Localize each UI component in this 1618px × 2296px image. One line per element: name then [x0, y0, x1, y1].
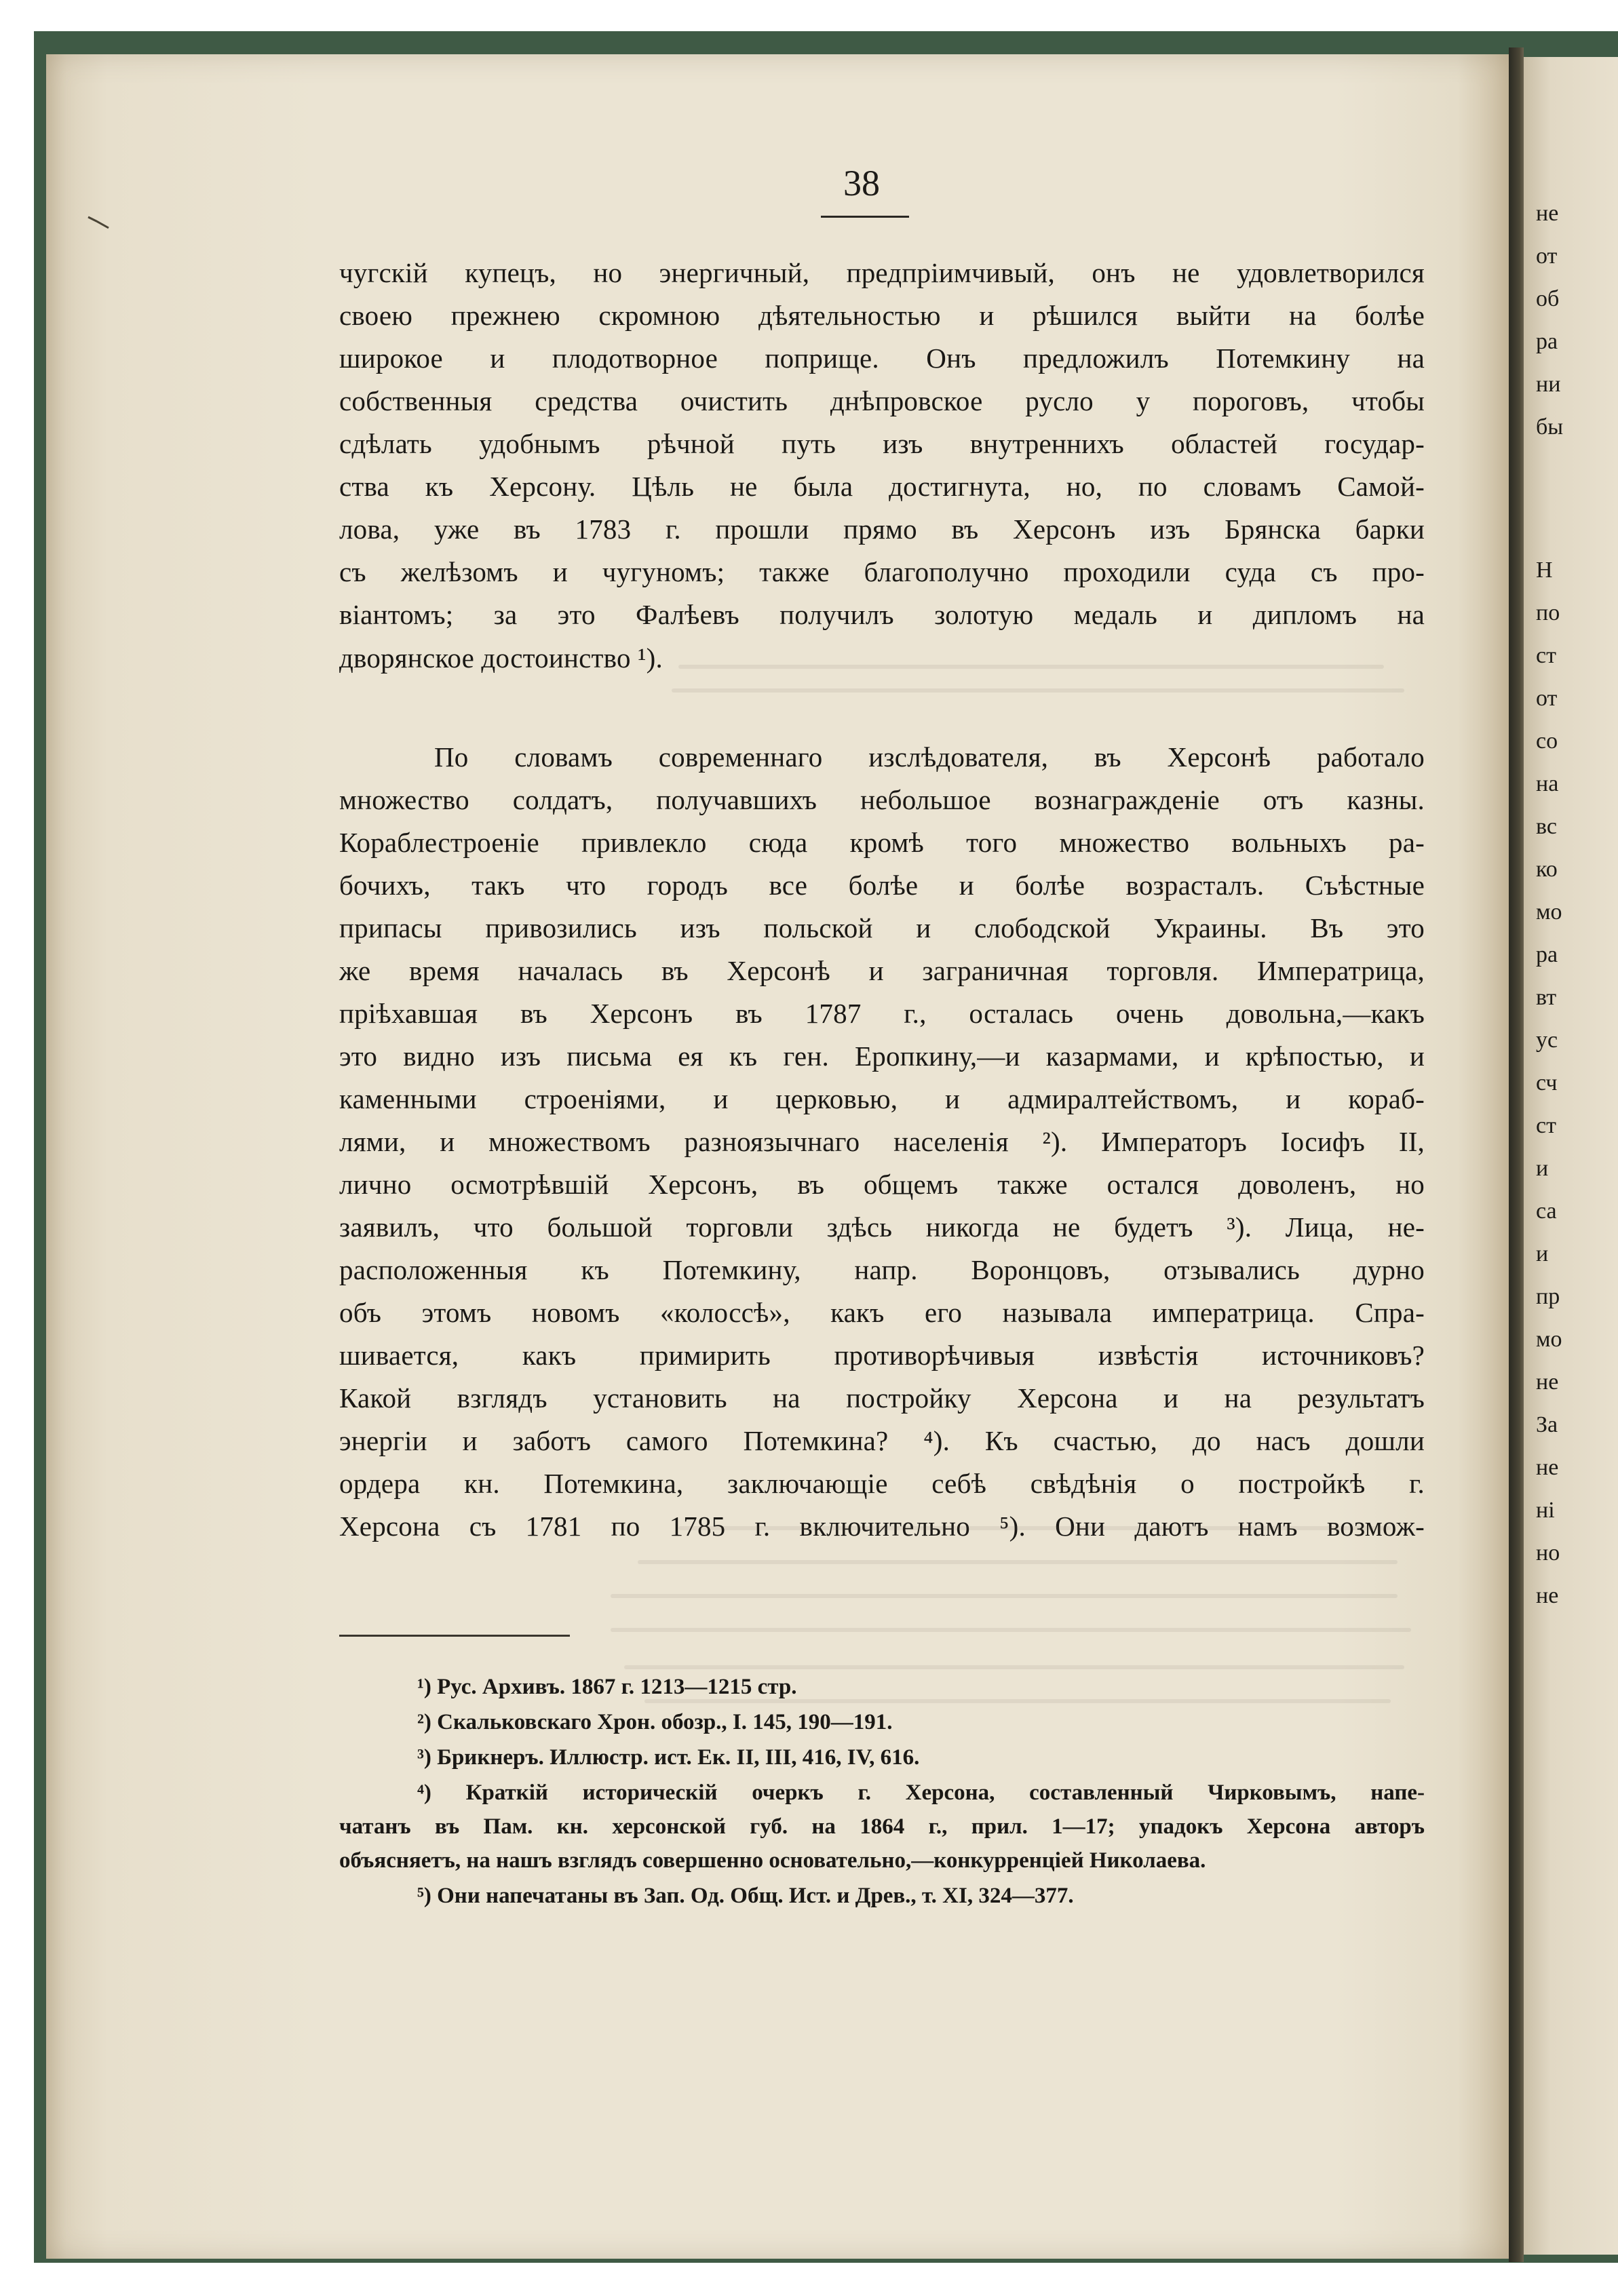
body-line: объ этомъ новомъ «колоссѣ», какъ его называла императрица. Спра- — [339, 1297, 1425, 1328]
footnote-line: ³) Брикнеръ. Иллюстр. ист. Ек. II, III, 416, IV, 616. — [417, 1745, 920, 1770]
facing-page-fragment: мо — [1536, 899, 1562, 925]
body-line: Херсона съ 1781 по 1785 г. включительно ⁵). Они даютъ намъ возмож- — [339, 1511, 1425, 1542]
footnote-line: ¹) Рус. Архивъ. 1867 г. 1213—1215 стр. — [417, 1675, 797, 1699]
facing-page-fragment: ра — [1536, 942, 1558, 967]
facing-page-fragment: ра — [1536, 329, 1558, 354]
footnote-line: ²) Скальковскаго Хрон. обозр., I. 145, 190—191. — [417, 1710, 893, 1734]
body-line: съ желѣзомъ и чугуномъ; также благополучно проходили суда съ про- — [339, 556, 1425, 587]
facing-page-fragment: бы — [1536, 414, 1564, 440]
facing-page-fragment: не — [1536, 201, 1559, 226]
facing-page-fragment: но — [1536, 1540, 1560, 1565]
body-line: же время началась въ Херсонѣ и заграничная торговля. Императрица, — [339, 955, 1425, 986]
body-line: сдѣлать удобнымъ рѣчной путь изъ внутреннихъ областей государ- — [339, 428, 1425, 459]
body-line: ордера кн. Потемкина, заключающіе себѣ свѣдѣнія о постройкѣ г. — [339, 1468, 1425, 1499]
facing-page-fragment: вс — [1536, 814, 1557, 839]
body-line: лями, и множествомъ разноязычнаго населенія ²). Императоръ Іосифъ II, — [339, 1126, 1425, 1157]
book-gutter — [1509, 47, 1524, 2262]
facing-page-fragment: со — [1536, 728, 1558, 754]
facing-page-fragment: ко — [1536, 857, 1558, 882]
body-line: Какой взглядъ установить на постройку Херсона и на результатъ — [339, 1382, 1425, 1414]
facing-page-fragment: по — [1536, 600, 1560, 625]
body-line: широкое и плодотворное поприще. Онъ предложилъ Потемкину на — [339, 343, 1425, 374]
body-line: пріѣхавшая въ Херсонъ въ 1787 г., осталась очень довольна,—какъ — [339, 998, 1425, 1029]
facing-page-fragment: на — [1536, 771, 1559, 796]
body-line: бочихъ, такъ что городъ все болѣе и болѣе возрасталъ. Съѣстные — [339, 870, 1425, 901]
facing-page-fragment: не — [1536, 1369, 1559, 1395]
body-line: собственныя средства очистить днѣпровское русло у пороговъ, чтобы — [339, 385, 1425, 416]
facing-page-fragment: вт — [1536, 985, 1557, 1010]
facing-page-fragment: ус — [1536, 1028, 1558, 1053]
facing-page-fragment: мо — [1536, 1327, 1562, 1352]
body-line: каменными строеніями, и церковью, и адмиралтействомъ, и кораб- — [339, 1083, 1425, 1114]
facing-page-edge — [1524, 57, 1618, 2255]
body-line: чугскій купецъ, но энергичный, предпріимчивый, онъ не удовлетворился — [339, 257, 1425, 288]
footnote-line: ⁴) Краткій историческій очеркъ г. Херсона, составленный Чирковымъ, напе- — [417, 1781, 1425, 1805]
body-line: это видно изъ письма ея къ ген. Еропкину,—и казармами, и крѣпостью, и — [339, 1040, 1425, 1072]
footnote-rule — [339, 1635, 570, 1637]
footnote-line: ⁵) Они напечатаны въ Зап. Од. Общ. Ист. и Древ., т. XI, 324—377. — [417, 1884, 1074, 1908]
body-line: припасы привозились изъ польской и слободской Украины. Въ это — [339, 912, 1425, 943]
body-line: расположенныя къ Потемкину, напр. Воронцовъ, отзывались дурно — [339, 1254, 1425, 1285]
body-line: своею прежнею скромною дѣятельностью и рѣшился выйти на болѣе — [339, 300, 1425, 331]
body-line: энергіи и заботъ самого Потемкина? ⁴). Къ счастью, до насъ дошли — [339, 1425, 1425, 1456]
facing-page-fragment: Н — [1536, 558, 1553, 583]
margin-pencil-mark — [87, 214, 110, 229]
body-line: лова, уже въ 1783 г. прошли прямо въ Херсонъ изъ Брянска барки — [339, 513, 1425, 545]
facing-page-fragment: от — [1536, 244, 1558, 269]
facing-page-fragment: и — [1536, 1156, 1549, 1181]
body-line: віантомъ; за это Фалѣевъ получилъ золотую медаль и дипломъ на — [339, 599, 1425, 630]
facing-page-fragment: об — [1536, 286, 1560, 311]
body-line: ства къ Херсону. Цѣль не была достигнута, но, по словамъ Самой- — [339, 471, 1425, 502]
body-line: заявилъ, что большой торговли здѣсь никогда не будетъ ³). Лица, не- — [339, 1211, 1425, 1243]
footnote-line: чатанъ въ Пам. кн. херсонской губ. на 1864 г., прил. 1—17; упадокъ Херсона авторъ — [339, 1814, 1425, 1839]
footnote-line: объясняетъ, на нашъ взглядъ совершенно основательно,—конкурренціей Николаева. — [339, 1848, 1206, 1873]
page-number-rule — [821, 216, 909, 218]
facing-page-fragment: ст — [1536, 1113, 1556, 1138]
facing-page-fragment: не — [1536, 1583, 1559, 1608]
body-line: лично осмотрѣвшій Херсонъ, въ общемъ также остался доволенъ, но — [339, 1169, 1425, 1200]
facing-page-fragment: За — [1536, 1412, 1558, 1437]
body-line: шивается, какъ примирить противорѣчивыя извѣстія источниковъ? — [339, 1340, 1425, 1371]
body-line: По словамъ современнаго изслѣдователя, въ Херсонѣ работало — [434, 741, 1425, 773]
facing-page-fragment: са — [1536, 1199, 1557, 1224]
facing-page-fragment: ні — [1536, 1498, 1555, 1523]
facing-page-fragment: от — [1536, 686, 1558, 711]
page-number: 38 — [843, 163, 880, 203]
body-line: Кораблестроеніе привлекло сюда кромѣ того множество вольныхъ ра- — [339, 827, 1425, 858]
body-line: дворянское достоинство ¹). — [339, 642, 663, 674]
body-line: множество солдатъ, получавшихъ небольшое вознагражденіе отъ казны. — [339, 784, 1425, 815]
facing-page-fragment: ни — [1536, 372, 1561, 397]
facing-page-fragment: сч — [1536, 1070, 1558, 1095]
facing-page-fragment: не — [1536, 1455, 1559, 1480]
facing-page-fragment: ст — [1536, 643, 1556, 668]
facing-page-fragment: и — [1536, 1241, 1549, 1266]
facing-page-fragment: пр — [1536, 1284, 1560, 1309]
